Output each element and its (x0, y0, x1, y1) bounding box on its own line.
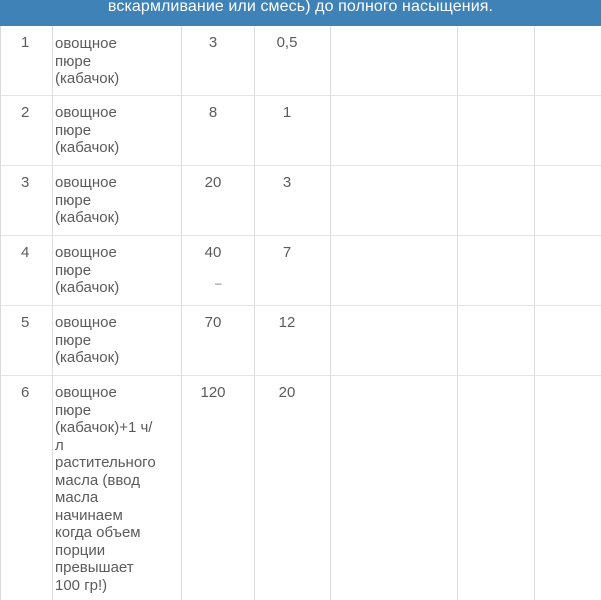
row-number: 5 (21, 314, 30, 331)
column-divider (52, 26, 53, 600)
row-divider (1, 95, 601, 96)
product-name: овощное пюре (кабачок) (55, 244, 120, 296)
row-divider (1, 305, 601, 306)
row-number: 2 (21, 104, 30, 121)
value-cell: 12 (278, 314, 296, 331)
quantity-cell: 8 (208, 104, 218, 121)
row-number: 1 (21, 34, 30, 51)
value-cell: 0,5 (276, 34, 298, 51)
column-divider (254, 26, 255, 600)
banner-text: вскармливание или смесь) до полного насыщения. (107, 0, 494, 15)
row-divider (1, 165, 601, 166)
value-cell: 7 (282, 244, 292, 261)
product-name: овощное пюре (кабачок)+1 ч/ л растительного масла (ввод масла начинаем когда объем порции превышает 100 гр!) (55, 384, 156, 594)
quantity-cell: 40 (204, 244, 222, 261)
product-name: овощное пюре (кабачок) (55, 104, 120, 156)
row-number: 4 (21, 244, 30, 261)
column-divider (457, 26, 458, 600)
column-divider (330, 26, 331, 600)
row-number: 6 (21, 384, 30, 401)
quantity-cell: 120 (200, 384, 226, 401)
row-divider (1, 375, 601, 376)
value-cell: 1 (282, 104, 292, 121)
quantity-cell: 3 (208, 34, 218, 51)
dash-mark: – (215, 276, 222, 290)
product-name: овощное пюре (кабачок) (55, 174, 120, 226)
quantity-cell: 20 (204, 174, 222, 191)
value-cell: 3 (282, 174, 292, 191)
column-divider (181, 26, 182, 600)
feeding-table (0, 26, 601, 600)
column-divider (534, 26, 535, 600)
product-name: овощное пюре (кабачок) (55, 35, 120, 87)
table-header-banner (0, 0, 601, 26)
value-cell: 20 (278, 384, 296, 401)
quantity-cell: 70 (204, 314, 222, 331)
row-number: 3 (21, 174, 30, 191)
product-name: овощное пюре (кабачок) (55, 314, 120, 366)
row-divider (1, 235, 601, 236)
